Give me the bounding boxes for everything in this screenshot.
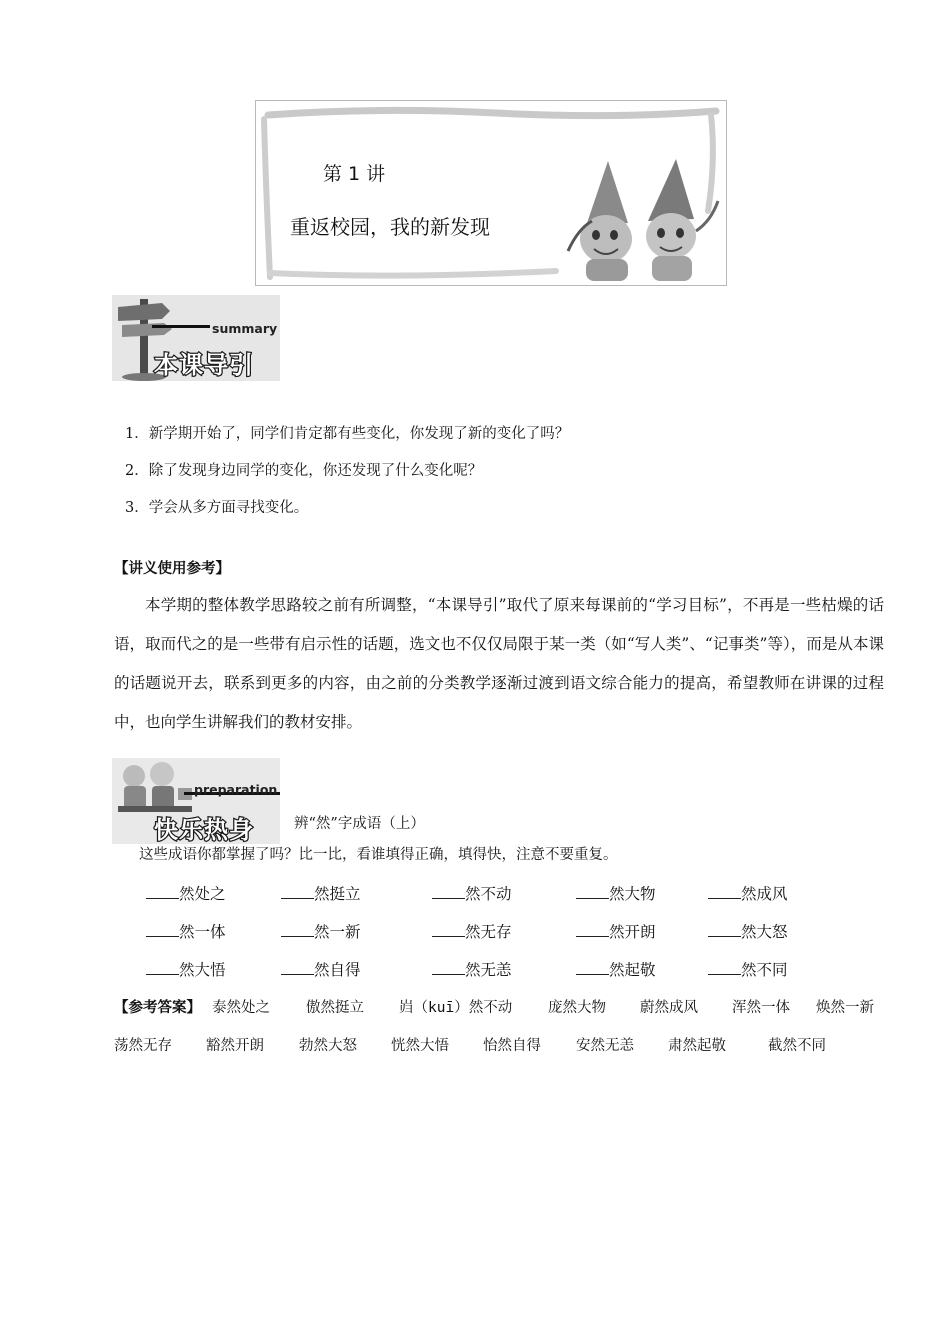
answer-item: 焕然一新 [816,1000,874,1016]
idiom-item: 然处之 [146,882,226,904]
idiom-item: 然起敬 [576,958,656,980]
answer-item: 豁然开朗 [206,1038,264,1054]
answer-item: 恍然大悟 [391,1038,449,1054]
guide-item-1: 1．新学期开始了，同学们肯定都有些变化，你发现了新的变化了吗？ [125,426,570,442]
lecture-title: 重返校园，我的新发现 [290,215,490,239]
answer-blank[interactable] [708,960,741,975]
answer-blank[interactable] [432,884,465,899]
guide-item-3: 3．学会从多方面寻找变化。 [125,500,309,516]
summary-title: 本课导引 [154,351,254,379]
answer-blank[interactable] [281,922,314,937]
answer-item: 肃然起敬 [668,1038,726,1054]
answer-item: 浑然一体 [732,1000,790,1016]
idiom-item: 然开朗 [576,920,656,942]
answer-item: 傲然挺立 [306,1000,364,1016]
idiom-item: 然无恙 [432,958,512,980]
idiom-item: 然大怒 [708,920,788,942]
answer-item: 怡然自得 [483,1038,541,1054]
answer-item: 蔚然成风 [640,1000,698,1016]
idiom-item: 然一体 [146,920,226,942]
answers-label: 【参考答案】 [114,999,201,1016]
idiom-item: 然挺立 [281,882,361,904]
idiom-item: 然不同 [708,958,788,980]
answer-blank[interactable] [432,960,465,975]
idiom-item: 然无存 [432,920,512,942]
idiom-item: 然自得 [281,958,361,980]
preparation-logo [112,758,280,844]
idiom-item: 然一新 [281,920,361,942]
answer-blank[interactable] [576,922,609,937]
answer-item: 岿（kuī）然不动 [399,1000,513,1016]
reference-body: 本学期的整体教学思路较之前有所调整，“本课导引”取代了原来每课前的“学习目标”，不再是一些枯燥的话语，取而代之的是一些带有启示性的话题，选文也不仅仅局限于某一类（如“写人类”、“记事类”等），而是从本课的话题说开去，联系到更多的内容，由之前的分类教学逐渐过渡到语文综合能力的提高，希望教师在讲课的过程中，也向学生讲解我们的教材安排。 [114,596,884,731]
idiom-item: 然成风 [708,882,788,904]
answer-blank[interactable] [146,922,179,937]
lecture-number: 第 1 讲 [323,163,386,185]
reference-heading: 【讲义使用参考】 [114,560,230,577]
answer-blank[interactable] [432,922,465,937]
answer-blank[interactable] [146,884,179,899]
preparation-label: preparation [194,782,278,797]
answer-item: 荡然无存 [114,1038,172,1054]
answer-blank[interactable] [281,960,314,975]
answer-item: 庞然大物 [548,1000,606,1016]
answer-item: 截然不同 [768,1038,826,1054]
title-banner [255,100,727,286]
preparation-title: 快乐热身 [154,816,254,844]
idiom-item: 然不动 [432,882,512,904]
answer-item: 泰然处之 [212,1000,270,1016]
answer-blank[interactable] [576,960,609,975]
answer-blank[interactable] [576,884,609,899]
gnome-illustration [568,159,718,281]
answer-blank[interactable] [708,922,741,937]
idiom-item: 然大物 [576,882,656,904]
answer-blank[interactable] [281,884,314,899]
answer-item: 安然无恙 [576,1038,634,1054]
exercise-instruction: 这些成语你都掌握了吗？比一比，看谁填得正确，填得快，注意不要重复。 [139,847,618,863]
summary-logo [112,295,280,381]
answer-blank[interactable] [708,884,741,899]
idiom-item: 然大悟 [146,958,226,980]
summary-label: summary [212,321,278,336]
banner-decoration [256,101,726,285]
guide-item-2: 2．除了发现身边同学的变化，你还发现了什么变化呢？ [125,463,483,479]
answer-blank[interactable] [146,960,179,975]
answer-item: 勃然大怒 [299,1038,357,1054]
exercise-title: 辨“然”字成语（上） [294,816,425,832]
